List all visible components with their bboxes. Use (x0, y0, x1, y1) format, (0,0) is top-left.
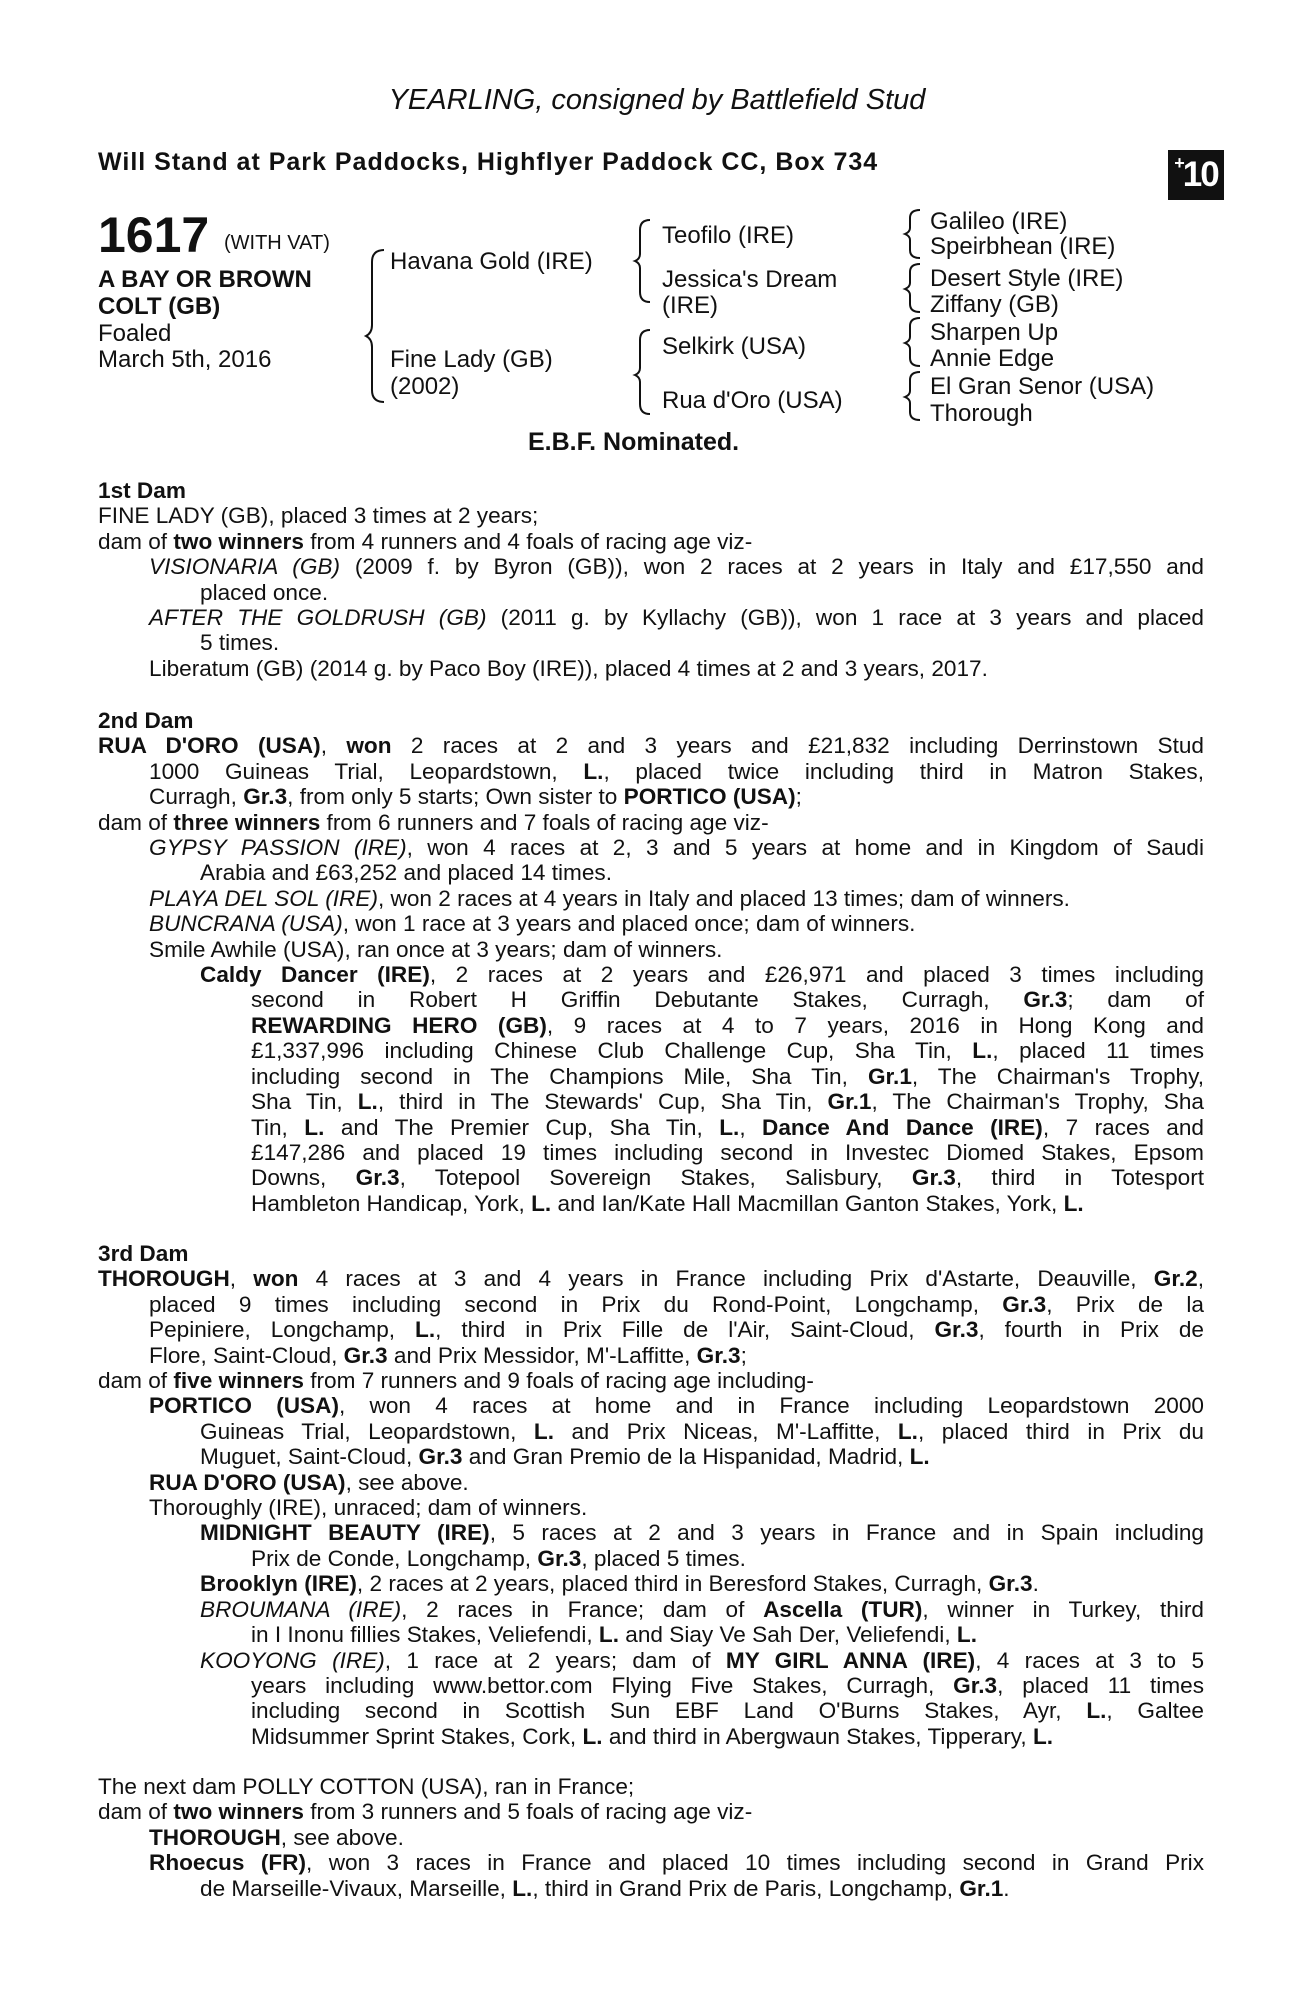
text: , won 1 race at 3 years and placed once; dam of winners. (342, 911, 916, 937)
section-heading: 3rd Dam (98, 1241, 189, 1266)
text: , see above. (345, 1469, 469, 1495)
text: 4 races at 3 and 4 years in France including Prix d'Astarte, Deauville, (298, 1266, 1154, 1292)
text: Curragh, (149, 784, 244, 810)
pedigree-dss: Sharpen Up (930, 319, 1059, 346)
horse-name: Ascella (TUR) (763, 1596, 923, 1622)
text-line (98, 759, 1204, 784)
badge-number: 10 (1182, 155, 1218, 194)
produce-entry (98, 605, 1204, 630)
text: Gr.3 (911, 1165, 956, 1191)
text: L. (582, 1723, 603, 1749)
text: de Marseille-Vivaux, Marseille, (200, 1875, 513, 1901)
text-line (98, 1266, 1204, 1291)
horse-name: VISIONARIA (GB) (149, 554, 341, 580)
text: , won 4 races at home and in France including Leopardstown 2000 (338, 1393, 1204, 1419)
text: L. (972, 1038, 993, 1064)
horse-name: AFTER THE GOLDRUSH (GB) (149, 605, 487, 631)
text-line (98, 987, 1204, 1012)
produce-entry (98, 1571, 1204, 1596)
text: L. (719, 1114, 740, 1140)
text: , 7 races and (1042, 1114, 1204, 1140)
text: Gr.3 (243, 784, 288, 810)
lot-description-1: A BAY OR BROWN (98, 266, 312, 293)
text: L. (956, 1622, 977, 1648)
horse-name: Rhoecus (FR) (149, 1850, 306, 1876)
text: L. (304, 1114, 325, 1140)
text: Gr.3 (696, 1342, 741, 1368)
produce-entry (98, 1393, 1204, 1418)
text-line (98, 1064, 1204, 1089)
text: , placed twice including third in Matron Stakes, (603, 758, 1204, 784)
pedigree-sire-dam: Jessica's Dream (662, 266, 838, 293)
text: Midsummer Sprint Stakes, Cork, (251, 1723, 583, 1749)
text: (2011 g. by Kyllachy (GB)), won 1 race at 3 years and placed (486, 605, 1204, 631)
text: , third in Prix Fille de l'Air, Saint-Cloud, (435, 1317, 935, 1343)
text-line: £147,286 and placed 19 times including second in Investec Diomed Stakes, Epsom (251, 1139, 1204, 1165)
text: , (320, 733, 347, 759)
produce-entry (98, 1470, 1204, 1495)
horse-name: PLAYA DEL SOL (IRE) (149, 885, 378, 911)
produce-entry: Smile Awhile (USA), ran once at 3 years; dam of winners. (149, 936, 723, 962)
text-line (98, 1013, 1204, 1038)
pedigree-sss: Galileo (IRE) (930, 208, 1068, 235)
text: three winners (173, 809, 321, 835)
horse-name: RUA D'ORO (USA) (149, 1469, 346, 1495)
ebf-note: E.B.F. Nominated. (528, 428, 740, 456)
text: L. (357, 1089, 378, 1115)
pedigree-sds: Desert Style (IRE) (930, 265, 1124, 292)
text: , see above. (280, 1824, 404, 1850)
text: , 2 races at 2 years and £26,971 and placed 3 times including (429, 962, 1204, 988)
text-line (98, 1419, 1204, 1444)
second-dam-section (98, 708, 1204, 1216)
text: , The Chairman's Trophy, Sha (871, 1089, 1204, 1115)
text-line (98, 1876, 1204, 1901)
text: Prix de Conde, Longchamp, (251, 1545, 538, 1571)
pedigree-ssd: Speirbhean (IRE) (930, 233, 1116, 260)
text: , Galtee (1106, 1698, 1204, 1724)
text: Guineas Trial, Leopardstown, (200, 1418, 534, 1444)
lot-description-2: COLT (GB) (98, 293, 221, 320)
produce-entry (98, 962, 1204, 987)
first-dam-section (98, 478, 1204, 681)
text: placed 9 times including second in Prix du Rond-Point, Longchamp, (149, 1291, 1003, 1317)
pedigree-ddd: Thorough (930, 400, 1033, 427)
text: 1000 Guineas Trial, Leopardstown, (149, 758, 584, 784)
text: , The Chairman's Trophy, (911, 1063, 1204, 1089)
text: , 5 races at 2 and 3 years in France and in Spain including (489, 1520, 1204, 1546)
text: , placed 5 times. (581, 1545, 746, 1571)
horse-name: REWARDING HERO (GB) (251, 1012, 547, 1038)
text-line (98, 1191, 1204, 1216)
produce-entry-cont: Arabia and £63,252 and placed 14 times. (200, 860, 613, 886)
produce-entry: Thoroughly (IRE), unraced; dam of winners. (149, 1495, 588, 1521)
text: L. (415, 1317, 436, 1343)
text-line (98, 1292, 1204, 1317)
text: from 3 runners and 5 foals of racing age viz- (303, 1799, 753, 1825)
produce-entry (98, 1597, 1204, 1622)
text: , 1 race at 2 years; dam of (384, 1647, 726, 1673)
text: , 9 races at 4 to 7 years, 2016 in Hong Kong and (546, 1012, 1204, 1038)
text: won (253, 1266, 299, 1292)
text: Gr.2 (1153, 1266, 1198, 1292)
text: £1,337,996 including Chinese Club Challenge Cup, Sha Tin, (251, 1038, 973, 1064)
produce-entry (98, 886, 1204, 911)
section-heading: 2nd Dam (98, 708, 194, 733)
pedigree-sire: Havana Gold (IRE) (390, 248, 593, 275)
horse-name: THOROUGH (98, 1266, 230, 1292)
text: , (739, 1114, 763, 1140)
text: Gr.3 (418, 1444, 463, 1470)
text: second in Robert H Griffin Debutante Stakes, Curragh, (251, 987, 1024, 1013)
badge-plus: + (1174, 153, 1183, 173)
text: from 4 runners and 4 foals of racing age viz- (303, 528, 753, 554)
horse-name: RUA D'ORO (USA) (98, 733, 321, 759)
text: L. (1032, 1723, 1054, 1749)
text-line (98, 784, 1204, 809)
text: Gr.1 (959, 1875, 1004, 1901)
third-dam-section (98, 1241, 1204, 1749)
text: , third in Grand Prix de Paris, Longchamp, (532, 1875, 960, 1901)
text: five winners (173, 1368, 304, 1394)
text: two winners (173, 528, 304, 554)
text: L. (1063, 1190, 1084, 1216)
text: dam of (98, 1799, 174, 1825)
pedigree-sire-sire: Teofilo (IRE) (662, 222, 795, 249)
text: L. (583, 758, 604, 784)
text-line (98, 1724, 1204, 1749)
text: Gr.1 (827, 1089, 872, 1115)
text: , won 4 races at 2, 3 and 5 years at home and in Kingdom of Saudi (406, 835, 1205, 861)
consignor-heading: YEARLING, consigned by Battlefield Stud (388, 84, 926, 116)
horse-name: Dance And Dance (IRE) (762, 1114, 1043, 1140)
text: and Ian/Kate Hall Macmillan Ganton Stakes, York, (551, 1190, 1064, 1216)
text: dam of (98, 1368, 174, 1394)
pedigree-dds: El Gran Senor (USA) (930, 373, 1155, 400)
pedigree-sire-dam-2: (IRE) (662, 292, 718, 319)
text: from 7 runners and 9 foals of racing age including- (303, 1368, 814, 1394)
text: Gr.3 (953, 1672, 998, 1698)
text-line (98, 1444, 1204, 1469)
text: and Siay Ve Sah Der, Veliefendi, (619, 1622, 957, 1648)
text: L. (533, 1418, 554, 1444)
horse-name: MY GIRL ANNA (IRE) (725, 1647, 976, 1673)
pedigree-dsd: Annie Edge (930, 345, 1055, 372)
text: from 6 runners and 7 foals of racing age viz- (320, 809, 769, 835)
text: and Prix Niceas, M'-Laffitte, (553, 1418, 898, 1444)
dam-line: FINE LADY (GB), placed 3 times at 2 years; (98, 503, 539, 529)
text: Gr.3 (355, 1165, 400, 1191)
produce-entry (98, 911, 1204, 936)
text: , 2 races at 2 years, placed third in Beresford Stakes, Curragh, (356, 1571, 989, 1597)
text: , won 2 races at 4 years in Italy and placed 13 times; dam of winners. (377, 885, 1070, 911)
text: and third in Abergwaun Stakes, Tipperary, (602, 1723, 1033, 1749)
produce-summary (98, 529, 1204, 554)
text: Gr.3 (537, 1545, 582, 1571)
horse-name: GYPSY PASSION (IRE) (149, 835, 407, 861)
text-line (98, 1089, 1204, 1114)
produce-entry (98, 835, 1204, 860)
text: , (1197, 1266, 1204, 1292)
text-line (98, 1038, 1204, 1063)
lot-number: 1617 (98, 207, 210, 263)
text: Gr.3 (343, 1342, 388, 1368)
horse-name: BUNCRANA (USA) (149, 911, 343, 937)
pedigree-dam: Fine Lady (GB) (390, 346, 553, 373)
horse-name: KOOYONG (IRE) (200, 1647, 385, 1673)
foaled-label: Foaled (98, 320, 172, 347)
next-dam-section (98, 1774, 1204, 1901)
text: Gr.3 (934, 1317, 979, 1343)
text: including second in The Champions Mile, Sha Tin, (251, 1063, 868, 1089)
text: , placed 11 times (997, 1672, 1205, 1698)
text-line (98, 1673, 1204, 1698)
produce-entry: Liberatum (GB) (2014 g. by Paco Boy (IRE)), placed 4 times at 2 and 3 years, 2017. (149, 655, 988, 681)
horse-name: THOROUGH (149, 1824, 281, 1850)
text: Gr.1 (867, 1063, 912, 1089)
text: , (229, 1266, 254, 1292)
horse-name: BROUMANA (IRE) (200, 1596, 402, 1622)
text: L. (1086, 1698, 1107, 1724)
text: L. (909, 1444, 930, 1470)
text: ; (795, 784, 802, 810)
stand-location: Will Stand at Park Paddocks, Highflyer Paddock CC, Box 734 (98, 148, 879, 176)
text: , Totepool Sovereign Stakes, Salisbury, (399, 1165, 912, 1191)
vat-note: (WITH VAT) (224, 232, 330, 254)
text: dam of (98, 528, 174, 554)
text: dam of (98, 809, 174, 835)
text-line (98, 1622, 1204, 1647)
text: , won 3 races in France and placed 10 times including second in Grand Prix (306, 1850, 1204, 1876)
horse-name: MIDNIGHT BEAUTY (IRE) (200, 1520, 490, 1546)
text: , placed third in Prix du (917, 1418, 1204, 1444)
text: Muguet, Saint-Cloud, (200, 1444, 419, 1470)
produce-entry-cont: 5 times. (200, 630, 280, 656)
text: Hambleton Handicap, York, (251, 1190, 532, 1216)
text: years including www.bettor.com Flying Five Stakes, Curragh, (251, 1672, 954, 1698)
text: ; (740, 1342, 747, 1368)
text-line (98, 1343, 1204, 1368)
text-line (98, 1165, 1204, 1190)
text: Gr.3 (1023, 987, 1068, 1013)
produce-entry (98, 554, 1204, 579)
horse-name: Brooklyn (IRE) (200, 1571, 357, 1597)
text: (2009 f. by Byron (GB)), won 2 races at 2 years in Italy and £17,550 and (340, 554, 1204, 580)
text: . (1032, 1571, 1039, 1597)
produce-summary (98, 1368, 1204, 1393)
text: , winner in Turkey, third (922, 1596, 1204, 1622)
text: , third in The Stewards' Cup, Sha Tin, (377, 1089, 828, 1115)
text: , 2 races in France; dam of (401, 1596, 764, 1622)
produce-entry (98, 1850, 1204, 1875)
text: Sha Tin, (251, 1089, 358, 1115)
section-heading: 1st Dam (98, 478, 186, 503)
pedigree-sdd: Ziffany (GB) (930, 291, 1059, 318)
text: Downs, (251, 1165, 356, 1191)
text: PORTICO (USA) (623, 784, 796, 810)
text: Gr.3 (1002, 1291, 1047, 1317)
text-line (98, 733, 1204, 758)
text-line (98, 1698, 1204, 1723)
text: , fourth in Prix de (978, 1317, 1204, 1343)
produce-entry (98, 1648, 1204, 1673)
text: L. (897, 1418, 918, 1444)
text: and Prix Messidor, M'-Laffitte, (387, 1342, 697, 1368)
text: , placed 11 times (992, 1038, 1204, 1064)
text: two winners (173, 1799, 304, 1825)
horse-name: Caldy Dancer (IRE) (200, 962, 430, 988)
produce-summary (98, 1799, 1204, 1824)
text: Gr.3 (988, 1571, 1033, 1597)
dam-line: The next dam POLLY COTTON (USA), ran in France; (98, 1774, 635, 1799)
text-line (98, 1115, 1204, 1140)
pedigree-dam-dam: Rua d'Oro (USA) (662, 387, 843, 414)
text: L. (531, 1190, 552, 1216)
text: L. (512, 1875, 533, 1901)
produce-summary (98, 810, 1204, 835)
text: , 4 races at 3 to 5 (975, 1647, 1205, 1673)
produce-entry (98, 1825, 1204, 1850)
foaled-date: March 5th, 2016 (98, 346, 272, 373)
text: L. (598, 1622, 619, 1648)
horse-name: PORTICO (USA) (149, 1393, 339, 1419)
text: won (346, 733, 392, 759)
text-line (98, 1546, 1204, 1571)
text: Flore, Saint-Cloud, (149, 1342, 344, 1368)
text: Pepiniere, Longchamp, (149, 1317, 416, 1343)
pedigree-dam-year: (2002) (390, 373, 460, 400)
text: ; dam of (1067, 987, 1204, 1013)
produce-entry-cont: placed once. (200, 579, 329, 605)
text: , from only 5 starts; Own sister to (287, 784, 624, 810)
text: including second in Scottish Sun EBF Land O'Burns Stakes, Ayr, (251, 1698, 1087, 1724)
text: , Prix de la (1046, 1291, 1204, 1317)
text: , third in Totesport (955, 1165, 1205, 1191)
text: and The Premier Cup, Sha Tin, (324, 1114, 720, 1140)
produce-entry (98, 1520, 1204, 1545)
text: 2 races at 2 and 3 years and £21,832 including Derrinstown Stud (391, 733, 1204, 759)
text: Tin, (251, 1114, 305, 1140)
pedigree-dam-sire: Selkirk (USA) (662, 333, 807, 360)
text: . (1003, 1875, 1010, 1901)
text-line (98, 1317, 1204, 1342)
text: in I Inonu fillies Stakes, Veliefendi, (251, 1622, 599, 1648)
text: and Gran Premio de la Hispanidad, Madrid, (462, 1444, 910, 1470)
